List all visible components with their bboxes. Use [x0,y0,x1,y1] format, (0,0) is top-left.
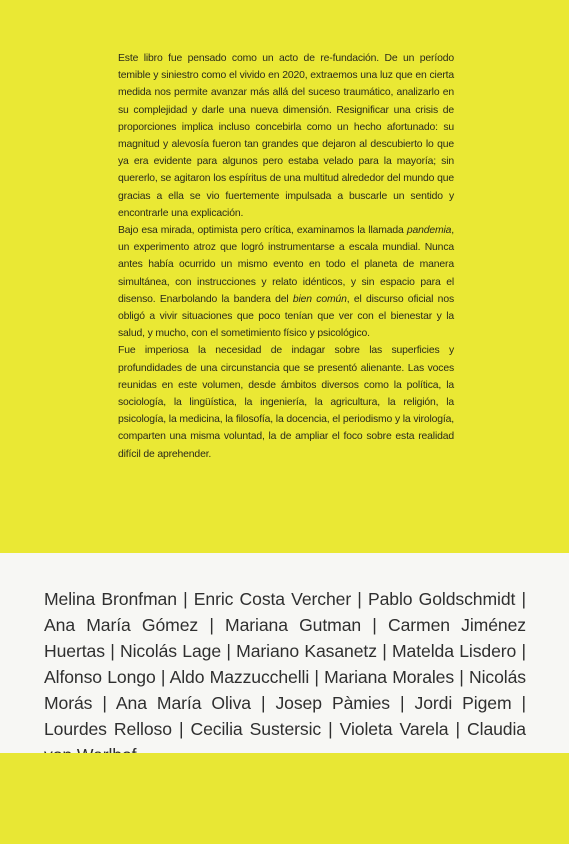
blurb-paragraph-3: Fue imperiosa la necesidad de indagar sobre las superficies y profundidades de una circunstancia que se presentó alienante. Las voces reunidas en este volumen, desde ámbitos diversos como la política, la sociología, la lingüística, la ingeniería, la agricultura, la religión, la psicología, la medicina, la filosofía, la docencia, el periodismo y la virología, comparten una misma voluntad, la de ampliar el foco sobre esta realidad difícil de aprehender. [118,345,454,460]
back-cover-blurb [118,50,454,463]
blurb-p2-text-c: , el discurso oficial nos obligó a vivir situaciones que poco tenían que ver con el bienestar y la salud, y mucho, con el sometimiento físico y psicológico. [118,293,454,340]
blurb-p2-italic-bien-comun: bien común [292,293,347,305]
blurb-p2-italic-pandemia: pandemia [406,225,452,237]
blurb-paragraph-1: Este libro fue pensado como un acto de re-fundación. De un período temible y siniestro como el vivido en 2020, extraemos una luz que en cierta medida nos permite avanzar más allá del suceso traumático, analizarlo en su complejidad y darle una nueva dimensión. Resignificar una crisis de proporciones implica incluso concebirla como un hecho afortunado: su magnitud y alevosía fueron tan grandes que dejaron al descubierto lo que ya era evidente para algunos pero estaba velado para la mayoría; sin quererlo, se agitaron los espíritus de una multitud alrededor del mundo que gracias a ella se vio fuertemente impulsada a buscarle un sentido y encontrarle una explicación. [118,53,454,219]
blurb-p2-text-b: , un experimento atroz que logró instrumentarse a escala mundial. Nunca antes había ocurrido un mismo evento en todo el planeta de manera simultánea, con instrucciones y relato idénticos, y sin espacio para el disenso. Enarbolando la bandera del [118,225,454,305]
authors-list: Melina Bronfman | Enric Costa Vercher | Pablo Goldschmidt | Ana María Gómez | Mariana Gutman | Carmen Jiménez Huertas | Nicolás Lage | Mariano Kasanetz | Matelda Lisdero | Alfonso Longo | Aldo Mazzucchelli | Mariana Morales | Nicolás Morás | Ana María Oliva | Josep Pàmies | Jordi Pigem | Lourdes Relloso | Cecilia Sustersic | Violeta Varela | Claudia [44,589,526,739]
blurb-paragraph-2 [118,222,454,342]
cover-bottom-panel [0,753,569,844]
blurb-p2-text-a: Bajo esa mirada, optimista pero crítica, examinamos la llamada [118,225,407,237]
